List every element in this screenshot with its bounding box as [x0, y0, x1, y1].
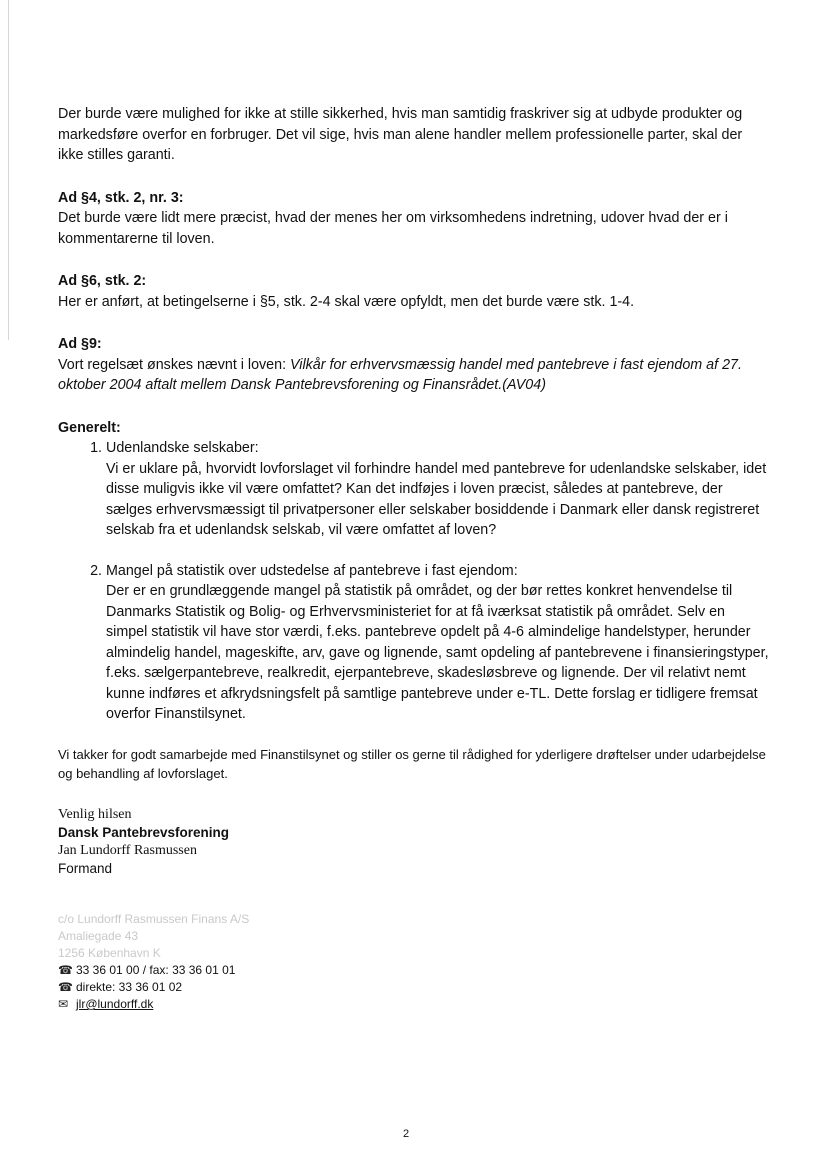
- scan-edge-line: [8, 0, 9, 340]
- list-item-title: 2. Mangel på statistik over udstedelse af pantebreve i fast ejendom:: [106, 562, 518, 579]
- section-6-2: [58, 271, 770, 312]
- section-body-prefix: Vort regelsæt ønskes nævnt i loven:: [58, 356, 291, 373]
- general-heading: Generelt:: [58, 419, 121, 436]
- section-4-2-3: [58, 188, 770, 250]
- direct-text: direkte: 33 36 01 02: [76, 980, 183, 994]
- general-section: [58, 418, 770, 725]
- general-list: [58, 438, 770, 725]
- direct-line: [58, 979, 458, 996]
- thanks-paragraph: Vi takker for godt samarbejde med Finanstilsynet og stiller os gerne til rådighed for yderligere drøftelser under udarbejdelse og behandling af lovforslaget.: [58, 746, 766, 781]
- contact-block: [58, 911, 458, 1013]
- intro-paragraph: Der burde være mulighed for ikke at stille sikkerhed, hvis man samtidig fraskriver sig at udbyde produkter og markedsføre overfor en forbruger. Det vil sige, hvis man alene handler mellem professionelle parter, skal der ikke stilles garanti.: [58, 106, 743, 163]
- list-item: [106, 438, 770, 541]
- signature-block: [58, 806, 458, 878]
- phone-icon: ☎: [58, 980, 73, 994]
- signer-name: Jan Lundorff Rasmussen: [58, 843, 197, 858]
- section-heading: Ad §6, stk. 2:: [58, 273, 147, 289]
- signer-title: Formand: [58, 861, 113, 876]
- section-body: Det burde være lidt mere præcist, hvad der menes her om virksomhedens indretning, udover hvad der er i kommentarerne til loven.: [58, 210, 728, 247]
- section-body: [58, 355, 770, 396]
- section-body: Her er anført, at betingelserne i §5, stk. 2-4 skal være opfyldt, men det burde være stk. 1-4.: [58, 293, 635, 310]
- section-heading: Ad §4, stk. 2, nr. 3:: [58, 189, 184, 206]
- page-number: 2: [403, 1128, 410, 1140]
- address-line: c/o Lundorff Rasmussen Finans A/S: [58, 912, 250, 926]
- address-line: Amaliegade 43: [58, 929, 139, 943]
- email-link[interactable]: jlr@lundorff.dk: [76, 997, 154, 1011]
- phone-text: 33 36 01 00 / fax: 33 36 01 01: [76, 963, 236, 977]
- list-item-body: Vi er uklare på, hvorvidt lovforslaget vil forhindre handel med pantebreve for udenlandske selskaber, idet disse muligvis ikke vil være omfattet? Kan det indføjes i loven præcist, således at pantebreve, der sælges erhvervsmæssigt til privatpersoner eller selskaber bosiddende i Danmark eller dansk registreret selskab fra et udenlandsk selskab, vil være omfattet af loven?: [106, 460, 767, 538]
- list-item: [106, 561, 770, 725]
- rulebook-title: Vilkår for erhvervsmæssig handel med pantebreve i fast ejendom af 27. oktober 2004 aftalt mellem Dansk Pantebrevsforening og Finansrådet.(AV04): [58, 356, 742, 393]
- list-item-body: Der er en grundlæggende mangel på statistik på området, og der bør rettes konkret henvendelse til Danmarks Statistik og Bolig- og Erhvervsministeriet for at få iværksat statistik på området. Selv en simpel statistik vil have stor værdi, f.eks. pantebreve opdelt på 4-6 almindelige handelstyper, herunder almindelig handel, mageskifte, arv, gave og lignende, samt opdeling af pantebrevene i finansieringstyper, f.eks. sælgerpantebreve, realkredit, ejerpantebreve, skadesløsbreve og lignende. Der vil relativt nemt kunne indføres et afkrydsningsfelt på samtlige pantebreve under e-TL. Dette forslag er tidligere fremsat overfor Finanstilsynet.: [106, 583, 769, 722]
- address-line: 1256 København K: [58, 946, 161, 960]
- list-item-title: 1. Udenlandske selskaber:: [106, 440, 259, 456]
- section-heading: Ad §9:: [58, 336, 102, 352]
- envelope-icon: ✉: [58, 997, 69, 1011]
- greeting: Venlig hilsen: [58, 807, 132, 822]
- letter-body: [58, 104, 770, 783]
- organization-name: Dansk Pantebrevsforening: [58, 825, 230, 840]
- email-line: [58, 996, 458, 1013]
- phone-icon: ☎: [58, 963, 73, 977]
- section-9: [58, 334, 770, 396]
- phone-line: [58, 962, 458, 979]
